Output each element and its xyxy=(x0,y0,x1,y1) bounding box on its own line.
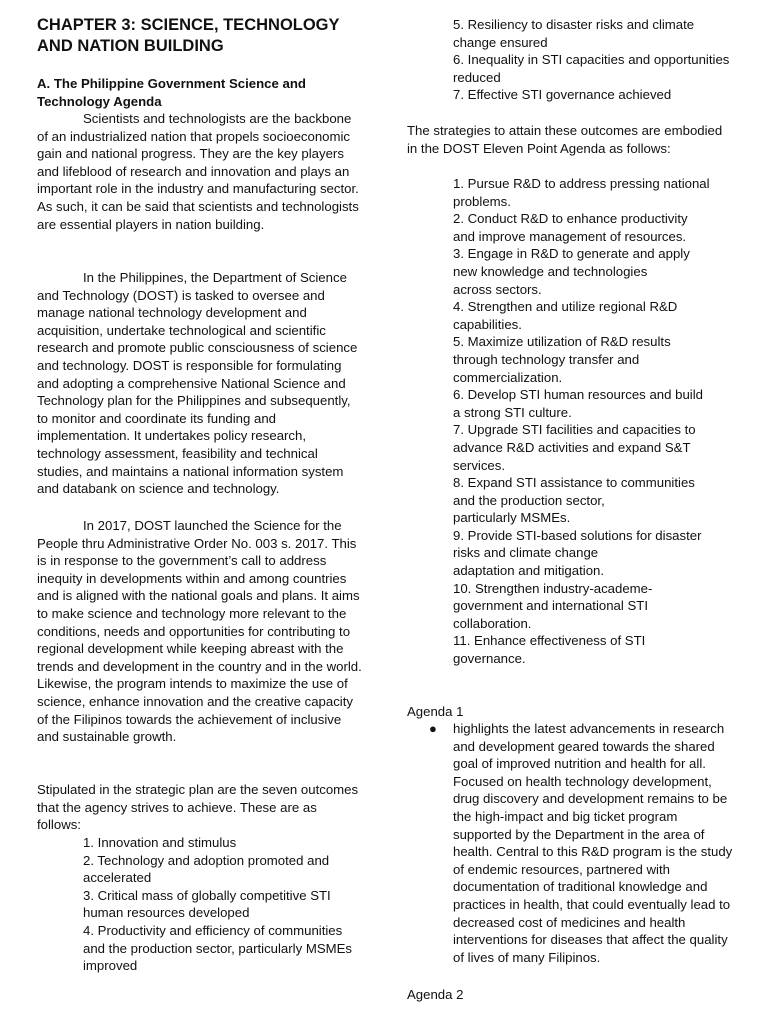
list-item: 11. Enhance effectiveness of STI governance. xyxy=(453,633,646,667)
list-item: 6. Develop STI human resources and build a strong STI culture. xyxy=(453,387,703,420)
list-item: 2. Technology and adoption promoted and accelerated xyxy=(83,852,330,886)
paragraph-scientists: Scientists and technologists are the backbone of an industrialized nation that propels socioeconomic gain and national progress. They are the key players and lifeblood of research and innovation and plays an important role in the industry and manufacturing sector. As such, it can be said that scientists and technologists are essential players in nation building. xyxy=(37,111,359,232)
paragraph-science-for-people: In 2017, DOST launched the Science for the People thru Administrative Order No. 003 s. 2017. This is in response to the government’s call to address inequity in developments within and among countries and is aligned with the national goals and plans. It aims to make science and technology more relevant to the conditions, needs and opportunities for contributing to regional development while keeping abreast with the trends and development in the country and in the world. Likewise, the program intends to maximize the use of science, enhance innovation and the creative capacity of the Filipinos towards the achievement of inclusive and sustainable growth. xyxy=(37,518,362,745)
paragraph-dost-role: In the Philippines, the Department of Science and Technology (DOST) is tasked to oversee and manage national technology development and acquisition, undertake technological and scientific research and promote public consciousness of science and technology. DOST is responsible for formulating and adopting a comprehensive National Science and Technology plan for the Philippines and subsequently, to monitor and coordinate its funding and implementation. It undertakes policy research, technology assessment, feasibility and technical studies, and maintains a national information system and databank on science and technology. xyxy=(37,270,358,497)
chapter-title: CHAPTER 3: SCIENCE, TECHNOLOGY AND NATION BUILDING xyxy=(37,16,340,55)
paragraph-outcomes-intro: Stipulated in the strategic plan are the seven outcomes that the agency strives to achieve. These are as follows: xyxy=(37,782,359,833)
list-item: 3. Critical mass of globally competitive STI human resources developed xyxy=(83,887,331,921)
section-heading: A. The Philippine Government Science and Technology Agenda xyxy=(37,76,306,109)
outcomes-list xyxy=(37,834,363,975)
list-item: 4. Strengthen and utilize regional R&D capabilities. xyxy=(453,299,678,332)
list-item: 8. Expand STI assistance to communities and the production sector, particularly MSMEs. xyxy=(453,475,695,526)
list-item: 4. Productivity and efficiency of communities and the production sector, particularly MSMEs improved xyxy=(83,922,353,974)
list-item: 7. Upgrade STI facilities and capacities to advance R&D activities and expand S&T services. xyxy=(453,422,696,473)
list-item: 2. Conduct R&D to enhance productivity and improve management of resources. xyxy=(453,211,688,244)
list-item: 6. Inequality in STI capacities and opportunities reduced xyxy=(453,52,730,85)
list-item: 1. Innovation and stimulus xyxy=(83,835,237,850)
bullet-icon: ● xyxy=(429,721,437,736)
list-item: 9. Provide STI-based solutions for disaster risks and climate change adaptation and mitigation. xyxy=(453,527,702,579)
list-item: 3. Engage in R&D to generate and apply new knowledge and technologies across sectors. xyxy=(453,246,690,297)
agenda-2-label: Agenda 2 xyxy=(407,987,464,1002)
list-item: 5. Maximize utilization of R&D results through technology transfer and commercialization. xyxy=(453,334,671,385)
list-item: 10. Strengthen industry-academe- government and international STI collaboration. xyxy=(453,580,653,631)
paragraph-strategies-intro: The strategies to attain these outcomes are embodied in the DOST Eleven Point Agenda as follows: xyxy=(407,123,723,156)
agenda-1-label: Agenda 1 xyxy=(407,704,464,719)
outcomes-list-continued xyxy=(407,16,733,104)
agenda-1-text: highlights the latest advancements in research and development geared towards the shared goal of improved nutrition and health for all. Focused on health technology development, drug discovery and development remains to be the high-impact and big ticket program supported by the Department in the area of health. Central to this R&D program is the study of endemic resources, partnered with documentation of traditional knowledge and practices in health, that could eventually lead to decreased cost of medicines and health interventions for diseases that affect the quality of lives of many Filipinos. xyxy=(453,721,733,965)
list-item: 7. Effective STI governance achieved xyxy=(453,87,672,103)
agenda-1-bullet xyxy=(407,720,737,966)
agenda-points-list xyxy=(407,175,768,668)
list-item: 5. Resiliency to disaster risks and climate change ensured xyxy=(453,17,695,50)
list-item: 1. Pursue R&D to address pressing national problems. xyxy=(453,176,710,209)
